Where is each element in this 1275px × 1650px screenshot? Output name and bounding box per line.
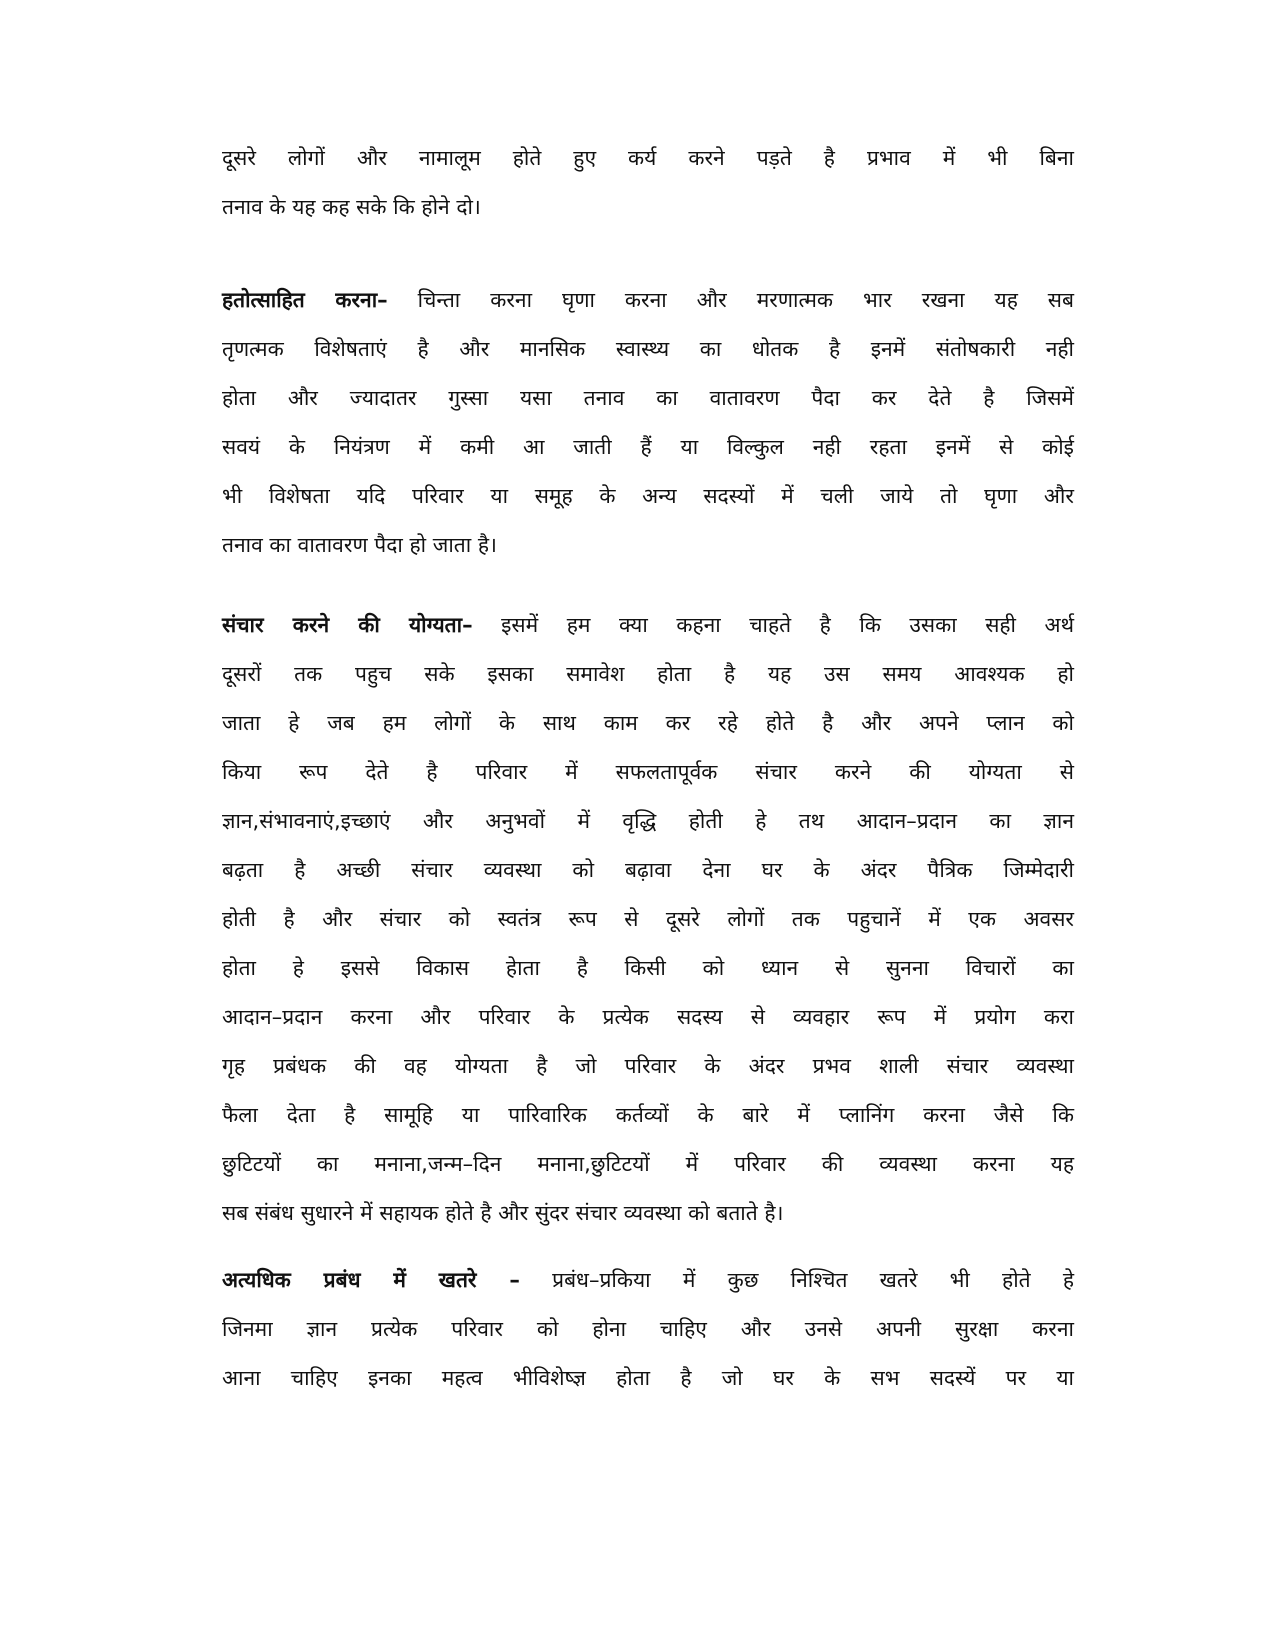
text-line [222,601,1074,650]
text-run: इसमें हम क्या कहना चाहते है कि उसका सही अर्थ [472,613,1074,637]
text-line: होती है और संचार को स्वतंत्र रूप से दूसरे लोगों तक पहुचानें में एक अवसर [222,907,1074,931]
text-line: होता हे इससे विकास हेाता है किसी को ध्यान से सुनना विचारों का [222,956,1074,980]
text-line: तनाव के यह कह सके कि होने दो। [222,195,481,219]
paragraph-management-risks [222,1256,1074,1403]
text-line: होता और ज्यादातर गुस्सा यसा तनाव का वातावरण पैदा कर देते है जिसमें [222,386,1074,410]
text-line: दूसरे लोगों और नामालूम होते हुए कर्य करने पड़ते है प्रभाव में भी बिना [222,146,1074,170]
paragraph-discouragement [222,276,1074,570]
text-run: प्रबंध–प्रकिया में कुछ निश्चित खतरे भी होते हे [519,1268,1074,1292]
section-heading: अत्यधिक प्रबंध में खतरे – [222,1268,520,1292]
text-line: फैला देता है सामूहि या पारिवारिक कर्तव्यों के बारे में प्लानिंग करना जैसे कि [222,1103,1074,1127]
text-line: भी विशेषता यदि परिवार या समूह के अन्य सदस्यों में चली जाये तो घृणा और [222,484,1074,508]
text-line: तृणत्मक विशेषताएं है और मानसिक स्वास्थ्य का धोतक है इनमें संतोषकारी नही [222,337,1074,361]
text-line: जिनमा ज्ञान प्रत्येक परिवार को होना चाहिए और उनसे अपनी सुरक्षा करना [222,1317,1074,1341]
paragraph-communication-ability [222,601,1074,1238]
text-line: गृह प्रबंधक की वह योग्यता है जो परिवार के अंदर प्रभव शाली संचार व्यवस्था [222,1054,1074,1078]
paragraph-continuation [222,134,1074,232]
text-line: ज्ञान,संभावनाएं,इच्छाएं और अनुभवों में वृद्धि होती हे तथ आदान–प्रदान का ज्ञान [222,809,1074,833]
text-run: चिन्ता करना घृणा करना और मरणात्मक भार रखना यह सब [387,288,1074,312]
section-heading: हतोत्साहित करना– [222,288,388,312]
text-line [222,1256,1074,1305]
text-line: सब संबंध सुधारने में सहायक होते है और सुंदर संचार व्यवस्था को बताते है। [222,1201,784,1225]
text-line: आदान–प्रदान करना और परिवार के प्रत्येक सदस्य से व्यवहार रूप में प्रयोग करा [222,1005,1074,1029]
text-line: दूसरों तक पहुच सके इसका समावेश होता है यह उस समय आवश्यक हो [222,662,1074,686]
text-line: बढ़ता है अच्छी संचार व्यवस्था को बढ़ावा देना घर के अंदर पैत्रिक जिम्मेदारी [222,858,1074,882]
text-line: किया रूप देते है परिवार में सफलतापूर्वक संचार करने की योग्यता से [222,760,1074,784]
text-line: सवयं के नियंत्रण में कमी आ जाती हैं या विल्कुल नही रहता इनमें से कोई [222,435,1074,459]
text-line [222,276,1074,325]
section-heading: संचार करने की योग्यता– [222,613,473,637]
text-line: छुटिटयों का मनाना,जन्म–दिन मनाना,छुटिटयों में परिवार की व्यवस्था करना यह [222,1152,1074,1176]
text-line: जाता हे जब हम लोगों के साथ काम कर रहे होते है और अपने प्लान को [222,711,1074,735]
text-line: तनाव का वातावरण पैदा हो जाता है। [222,533,497,557]
text-line: आना चाहिए इनका महत्व भीविशेष्ज्ञ होता है जो घर के सभ सदस्यें पर या [222,1366,1074,1390]
